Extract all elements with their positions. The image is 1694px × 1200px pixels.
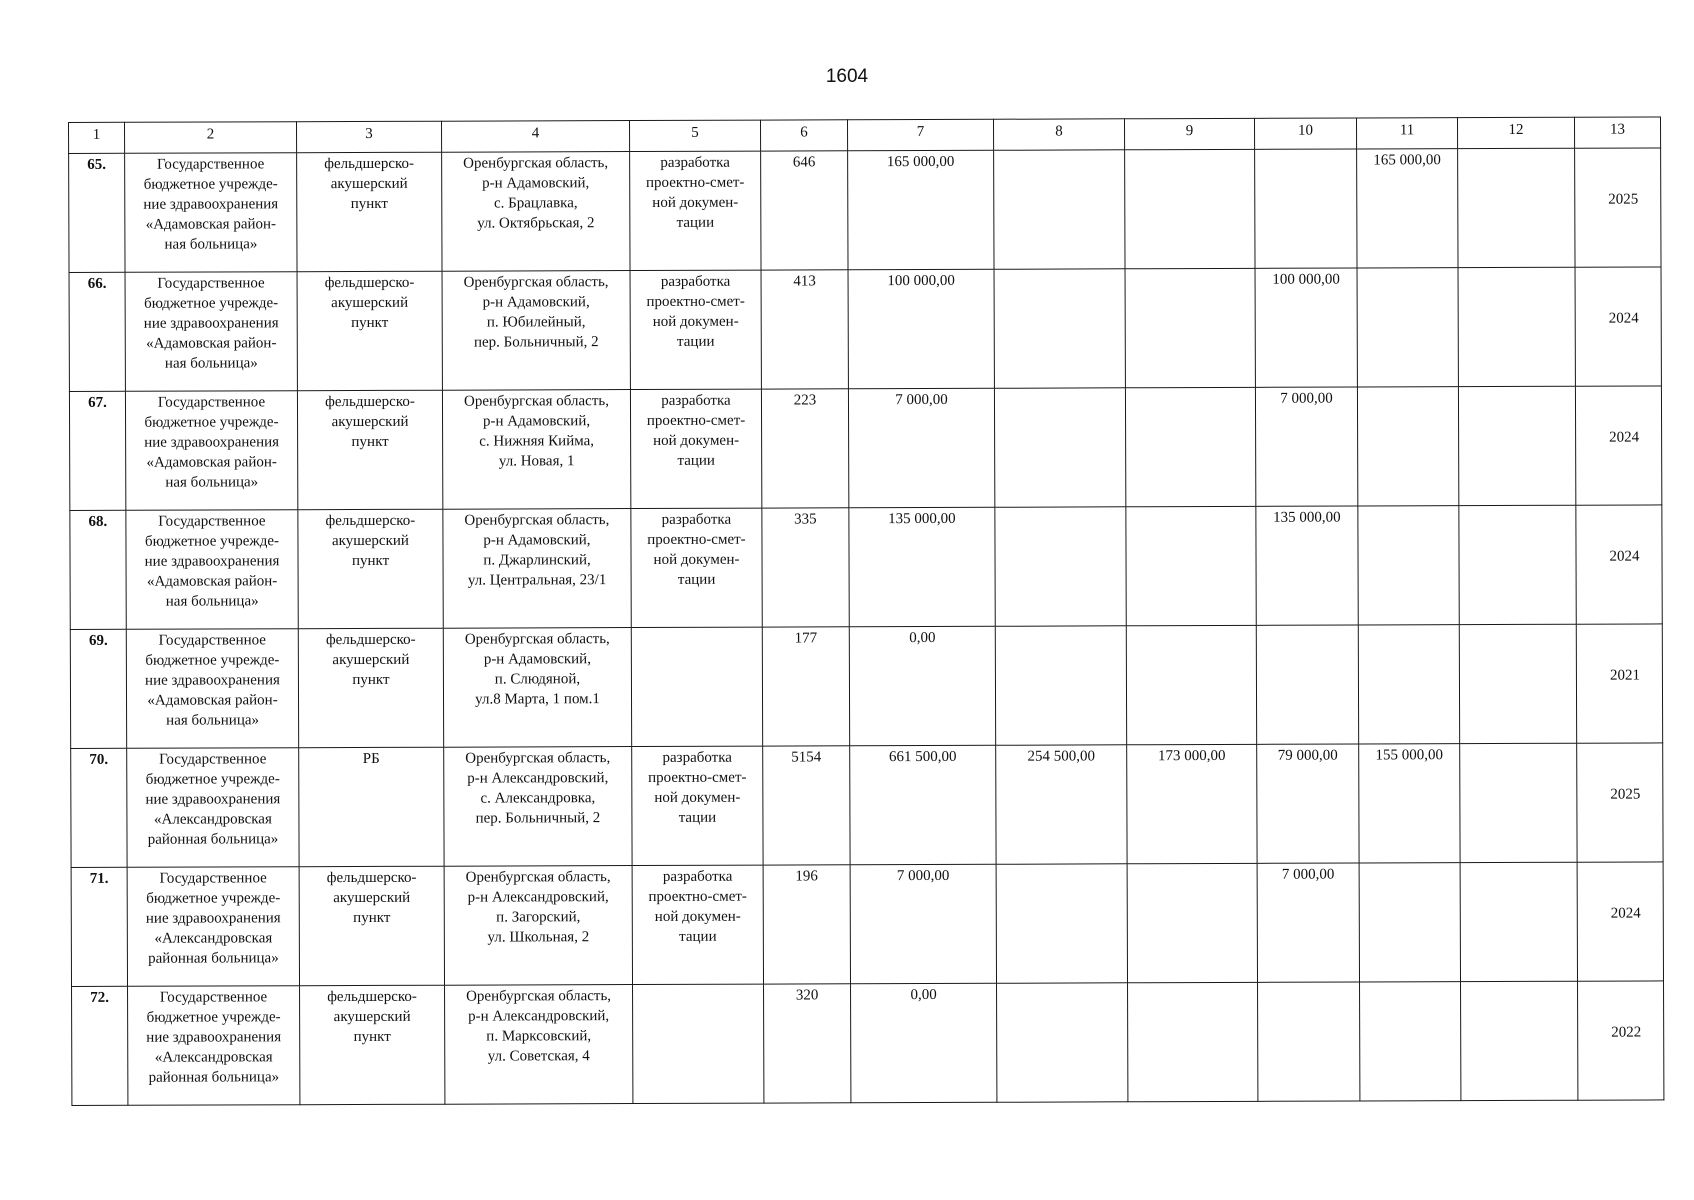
institution-line: Государственное	[159, 751, 267, 768]
work-type-line: ной докумен-	[654, 908, 741, 925]
facility-type-line: акушерский	[331, 294, 409, 312]
institution-line: бюджетное учрежде-	[144, 295, 279, 312]
work-type-line: ной докумен-	[654, 789, 741, 806]
institution-line: районная больница»	[148, 950, 279, 967]
institution-cell	[128, 986, 300, 1106]
address-line: п. Загорский,	[496, 909, 581, 926]
address-line: р-н Адамовский,	[482, 175, 590, 192]
address-line: р-н Адамовский,	[483, 651, 591, 668]
institution-line: ние здравоохранения	[145, 791, 281, 808]
value-cell-8	[995, 626, 1126, 745]
institution-cell	[126, 629, 298, 749]
institution-line: «Александровская	[154, 1049, 273, 1066]
value-cell-8	[994, 269, 1125, 388]
institution-line: «Адамовская район-	[146, 573, 278, 590]
work-type-line: проектно-смет-	[648, 769, 747, 786]
institution-cell	[127, 748, 299, 868]
institution-line: «Александровская	[154, 930, 273, 947]
address-line: Оренбургская область,	[464, 631, 610, 648]
row-number-cell: 72.	[72, 986, 128, 1105]
column-header: 7	[847, 119, 993, 151]
address-line: п. Юбилейный,	[486, 314, 586, 331]
value-cell-12	[1458, 267, 1575, 386]
address-line: р-н Адамовский,	[482, 294, 590, 311]
value-cell-7: 0,00	[851, 983, 997, 1103]
address-line: р-н Адамовский,	[483, 532, 591, 549]
work-type-line: разработка	[660, 154, 730, 171]
value-cell-11	[1357, 268, 1458, 387]
column-header: 6	[760, 120, 847, 151]
institution-line: ние здравоохранения	[145, 672, 280, 689]
column-header: 13	[1574, 117, 1660, 148]
address-line: р-н Адамовский,	[482, 413, 591, 430]
column-header: 5	[629, 120, 760, 151]
value-cell-10: 7 000,00	[1257, 863, 1359, 982]
value-cell-12	[1460, 743, 1577, 862]
work-type-cell	[632, 865, 763, 984]
value-cell-7: 7 000,00	[848, 388, 994, 508]
facility-type-cell	[297, 271, 442, 391]
value-cell-11	[1360, 982, 1461, 1101]
row-number-cell: 68.	[70, 510, 126, 629]
facility-type-cell	[299, 866, 444, 986]
value-cell-8	[996, 864, 1127, 983]
institution-line: ние здравоохранения	[143, 196, 279, 213]
value-cell-9: 173 000,00	[1127, 744, 1257, 863]
value-cell-12	[1458, 148, 1575, 267]
value-cell-6: 177	[762, 627, 849, 746]
institution-cell	[125, 391, 297, 511]
institution-cell	[125, 153, 297, 273]
work-type-line: проектно-смет-	[645, 174, 745, 191]
facility-type-line: фельдшерско-	[325, 393, 415, 411]
institution-line: бюджетное учрежде-	[143, 176, 278, 193]
facility-type-cell	[298, 628, 443, 748]
address-line: Оренбургская область,	[463, 393, 609, 410]
address-cell	[444, 747, 632, 867]
facility-type-line: фельдшерско-	[325, 631, 416, 649]
work-type-cell	[633, 984, 764, 1103]
address-line: р-н Александровский,	[467, 770, 609, 787]
work-type-cell	[632, 746, 763, 865]
work-type-line: ной докумен-	[652, 313, 739, 330]
work-type-line: разработка	[662, 868, 733, 885]
value-cell-8	[997, 983, 1128, 1102]
work-type-line: разработка	[661, 511, 732, 528]
table-body	[69, 148, 1664, 1106]
value-cell-9	[1127, 863, 1257, 982]
work-type-line: разработка	[662, 749, 732, 766]
value-cell-7: 661 500,00	[850, 745, 996, 865]
row-number-cell: 71.	[71, 867, 127, 986]
address-cell	[443, 509, 631, 629]
value-cell-10: 135 000,00	[1256, 506, 1358, 625]
value-cell-6: 5154	[763, 746, 850, 865]
value-cell-10: 79 000,00	[1257, 744, 1359, 863]
work-type-line: проектно-смет-	[648, 888, 747, 905]
address-cell	[442, 152, 630, 272]
address-line: Оренбургская область,	[464, 512, 610, 529]
address-line: ул. Советская, 4	[487, 1048, 590, 1065]
institution-line: районная больница»	[148, 1069, 280, 1086]
work-type-line: проектно-смет-	[646, 293, 745, 310]
value-cell-12	[1459, 624, 1576, 743]
page-number: 1604	[825, 66, 869, 87]
facility-type-line: пункт	[353, 909, 391, 927]
facility-type-line: акушерский	[332, 651, 410, 669]
table-row	[71, 743, 1663, 868]
facility-type-line: пункт	[351, 314, 389, 332]
work-type-line: проектно-смет-	[646, 412, 746, 429]
facility-type-line: пункт	[350, 195, 388, 213]
value-cell-12	[1461, 981, 1578, 1100]
facility-type-cell	[300, 985, 445, 1105]
facility-type-line: фельдшерско-	[326, 869, 417, 887]
facility-type-line: акушерский	[333, 1008, 411, 1026]
institution-cell	[126, 510, 298, 630]
value-cell-12	[1460, 862, 1577, 981]
institution-line: бюджетное учрежде-	[145, 771, 280, 788]
institution-line: районная больница»	[147, 831, 279, 848]
facility-type-line: акушерский	[331, 413, 409, 431]
work-type-line: тации	[677, 571, 716, 588]
address-line: ул. Центральная, 23/1	[467, 572, 607, 589]
institution-line: ная больница»	[164, 236, 258, 253]
column-header: 4	[441, 121, 629, 153]
work-type-line: ной докумен-	[652, 194, 739, 211]
column-header: 3	[297, 121, 442, 153]
facility-type-line: пункт	[351, 552, 390, 570]
work-type-line: тации	[678, 809, 717, 826]
institution-line: ние здравоохранения	[146, 1029, 282, 1046]
address-line: ул. Октябрьская, 2	[477, 215, 595, 232]
value-cell-6: 335	[762, 508, 849, 627]
value-cell-8	[994, 150, 1125, 269]
row-number-cell: 65.	[69, 153, 125, 272]
year-cell: 2021	[1576, 624, 1662, 743]
facility-type-line: акушерский	[331, 532, 409, 550]
facility-type-line: пункт	[353, 1028, 391, 1046]
address-line: Оренбургская область,	[465, 750, 611, 767]
address-cell	[442, 271, 630, 391]
column-header: 12	[1457, 117, 1574, 148]
institution-line: Государственное	[159, 870, 267, 887]
value-cell-9	[1125, 149, 1255, 268]
facility-type-line: акушерский	[330, 175, 408, 193]
column-header: 1	[69, 122, 125, 153]
address-line: р-н Александровский,	[467, 889, 609, 906]
institution-line: Государственное	[156, 156, 265, 173]
work-type-cell	[631, 508, 762, 627]
address-line: Оренбургская область,	[466, 988, 612, 1005]
year-cell: 2024	[1575, 267, 1661, 386]
work-type-line: проектно-смет-	[647, 531, 746, 548]
institution-line: ние здравоохранения	[143, 315, 279, 332]
value-cell-8	[995, 507, 1126, 626]
column-header: 2	[125, 122, 297, 154]
table-row	[69, 267, 1661, 392]
address-line: п. Марксовский,	[486, 1028, 592, 1045]
value-cell-7: 7 000,00	[850, 864, 996, 984]
row-number-cell: 67.	[69, 391, 125, 510]
institution-line: Государственное	[157, 275, 265, 292]
value-cell-6: 646	[761, 151, 848, 270]
value-cell-11: 165 000,00	[1357, 149, 1458, 268]
value-cell-10	[1258, 982, 1360, 1101]
address-line: пер. Больничный, 2	[475, 810, 601, 827]
institution-line: ная больница»	[165, 593, 259, 610]
address-line: с. Нижняя Кийма,	[479, 433, 595, 450]
row-number-cell: 66.	[69, 272, 125, 391]
value-cell-9	[1126, 506, 1256, 625]
facility-type-line: пункт	[352, 671, 390, 689]
work-type-cell	[630, 389, 761, 508]
institution-line: «Адамовская район-	[147, 692, 278, 709]
facility-type-cell	[297, 390, 442, 510]
work-type-cell	[630, 270, 761, 389]
institution-line: ние здравоохранения	[144, 434, 280, 451]
row-number-cell: 70.	[71, 748, 127, 867]
table-row	[70, 505, 1662, 630]
table-row	[69, 386, 1661, 511]
institution-line: бюджетное учрежде-	[146, 890, 281, 907]
column-header: 11	[1356, 118, 1457, 149]
address-line: р-н Александровский,	[468, 1008, 610, 1025]
value-cell-7: 135 000,00	[849, 507, 995, 627]
institution-line: «Александровская	[153, 811, 272, 828]
value-cell-10	[1255, 149, 1357, 268]
address-line: п. Джарлинский,	[483, 552, 591, 569]
institution-line: «Адамовская район-	[146, 335, 277, 352]
institution-cell	[125, 272, 297, 392]
address-line: Оренбургская область,	[465, 869, 611, 886]
address-line: ул.8 Марта, 1 пом.1	[475, 691, 600, 708]
value-cell-7: 0,00	[849, 626, 995, 746]
year-cell: 2025	[1575, 148, 1661, 267]
institution-line: бюджетное учрежде-	[145, 652, 280, 669]
institution-line: Государственное	[158, 513, 266, 530]
institution-line: бюджетное учрежде-	[146, 1009, 281, 1026]
table-row	[71, 862, 1663, 987]
institution-line: бюджетное учрежде-	[144, 414, 279, 431]
value-cell-12	[1459, 505, 1576, 624]
column-header: 9	[1124, 118, 1254, 149]
facility-type-line: акушерский	[333, 889, 411, 907]
institution-line: «Адамовская район-	[145, 216, 277, 233]
year-cell: 2024	[1577, 862, 1663, 981]
address-cell	[443, 628, 631, 748]
address-line: Оренбургская область,	[463, 274, 609, 291]
value-cell-8	[994, 388, 1125, 507]
column-header: 8	[993, 119, 1124, 150]
institution-line: ная больница»	[164, 355, 258, 372]
value-cell-6: 196	[763, 865, 850, 984]
institution-line: Государственное	[158, 632, 266, 649]
institution-line: ние здравоохранения	[144, 553, 280, 570]
row-number-cell: 69.	[70, 629, 126, 748]
value-cell-11	[1358, 625, 1459, 744]
work-type-line: тации	[676, 333, 715, 350]
value-cell-10	[1256, 625, 1358, 744]
institution-line: Государственное	[159, 989, 268, 1006]
institution-line: ние здравоохранения	[145, 910, 281, 927]
address-cell	[444, 866, 632, 986]
work-type-cell	[630, 151, 761, 270]
year-cell: 2022	[1578, 981, 1664, 1100]
facility-type-line: фельдшерско-	[325, 512, 416, 530]
facility-type-line: РБ	[362, 750, 380, 767]
facility-type-cell	[299, 747, 444, 867]
value-cell-10: 7 000,00	[1255, 387, 1357, 506]
address-line: п. Слюдяной,	[494, 671, 581, 688]
institution-cell	[127, 867, 299, 987]
institution-line: бюджетное учрежде-	[144, 533, 280, 550]
value-cell-12	[1458, 386, 1575, 505]
year-cell: 2024	[1576, 505, 1662, 624]
investment-table	[68, 116, 1664, 1106]
address-line: с. Александровка,	[480, 790, 596, 807]
table-row	[69, 148, 1661, 273]
year-cell: 2025	[1577, 743, 1663, 862]
address-line: Оренбургская область,	[463, 155, 609, 172]
institution-line: «Адамовская район-	[146, 454, 277, 471]
value-cell-6: 413	[761, 270, 848, 389]
work-type-line: разработка	[661, 392, 731, 409]
value-cell-9	[1128, 982, 1258, 1101]
value-cell-8: 254 500,00	[996, 745, 1127, 864]
value-cell-6: 320	[764, 984, 851, 1103]
value-cell-9	[1125, 387, 1255, 506]
value-cell-7: 165 000,00	[848, 150, 994, 270]
value-cell-11: 155 000,00	[1359, 744, 1460, 863]
work-type-line: тации	[677, 452, 715, 469]
facility-type-cell	[297, 152, 442, 272]
value-cell-9	[1126, 625, 1256, 744]
table-row	[72, 981, 1664, 1106]
institution-line: ная больница»	[165, 474, 259, 491]
facility-type-cell	[298, 509, 443, 629]
work-type-line: ной докумен-	[653, 551, 740, 568]
value-cell-11	[1359, 863, 1460, 982]
facility-type-line: фельдшерско-	[324, 274, 415, 292]
value-cell-11	[1357, 387, 1458, 506]
work-type-line: тации	[679, 928, 717, 945]
address-line: ул. Новая, 1	[498, 453, 575, 470]
address-line: с. Брацлавка,	[493, 195, 578, 212]
address-cell	[445, 985, 633, 1105]
work-type-line: ной докумен-	[653, 432, 740, 449]
work-type-line: тации	[676, 214, 715, 231]
address-cell	[442, 390, 630, 510]
institution-line: ная больница»	[166, 712, 260, 729]
address-line: пер. Больничный, 2	[473, 334, 599, 351]
value-cell-7: 100 000,00	[848, 269, 994, 389]
value-cell-9	[1125, 268, 1255, 387]
value-cell-6: 223	[761, 389, 848, 508]
year-cell: 2024	[1575, 386, 1661, 505]
value-cell-10: 100 000,00	[1255, 268, 1357, 387]
facility-type-line: фельдшерско-	[324, 155, 415, 173]
facility-type-line: пункт	[351, 433, 389, 451]
work-type-cell	[631, 627, 762, 746]
value-cell-11	[1358, 506, 1459, 625]
facility-type-line: фельдшерско-	[327, 988, 417, 1006]
work-type-line: разработка	[660, 273, 731, 290]
institution-line: Государственное	[157, 394, 266, 411]
table-row	[70, 624, 1662, 749]
address-line: ул. Школьная, 2	[487, 929, 590, 946]
column-header: 10	[1254, 118, 1356, 149]
